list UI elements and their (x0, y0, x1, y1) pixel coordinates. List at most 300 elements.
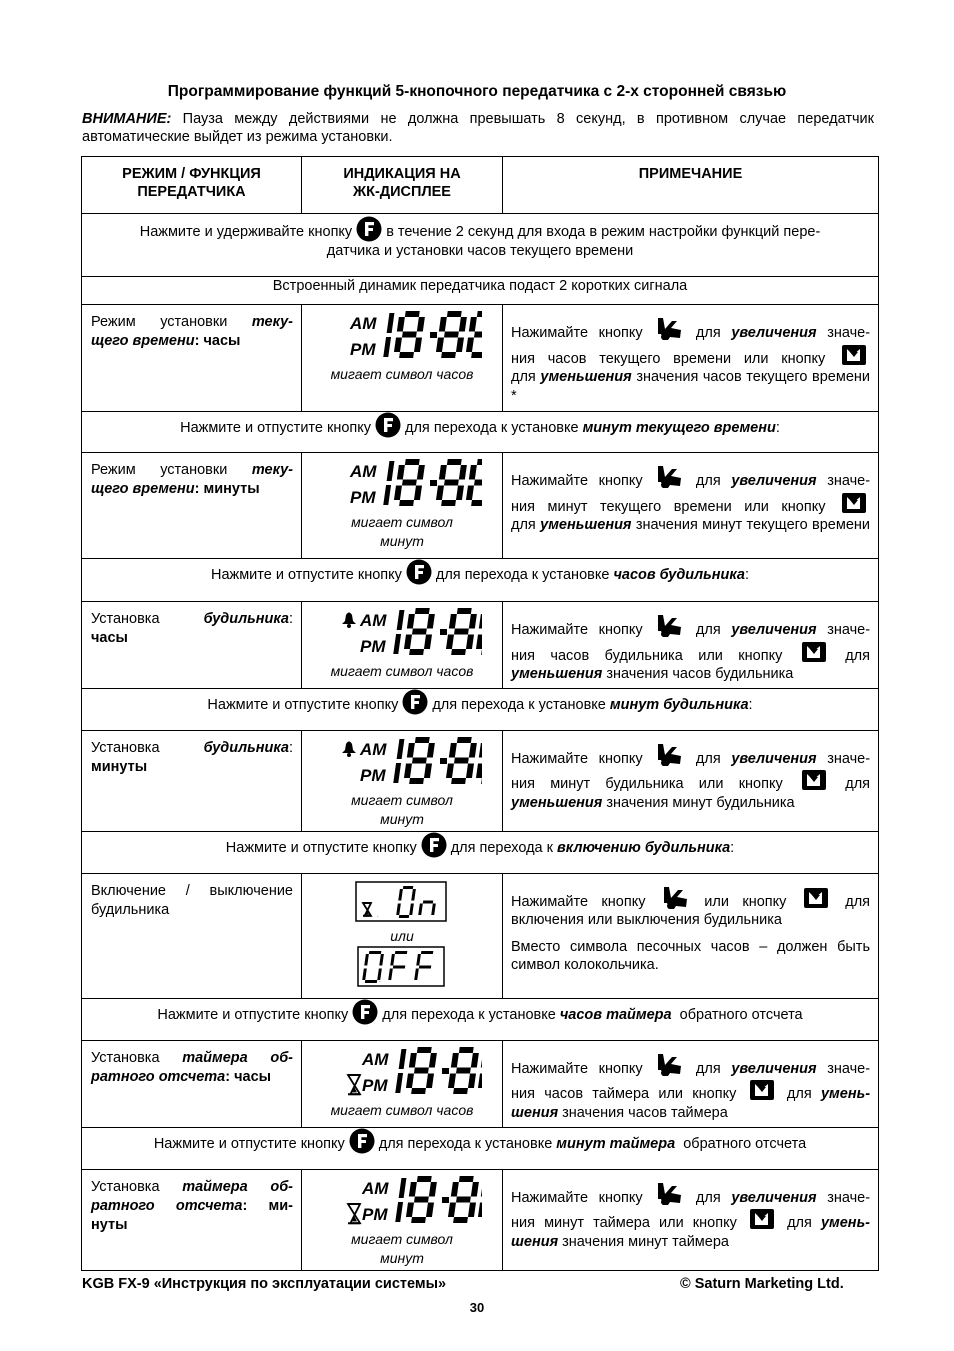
lcd-segment (414, 1067, 429, 1073)
note-cell (503, 873, 879, 998)
lcd-segment (476, 635, 482, 650)
lcd-segment (406, 1073, 414, 1088)
lcd-segment (362, 968, 367, 980)
note-text: для (845, 647, 870, 664)
footer-left: KGB FX-9 «Инструкция по эксплуатации системы» (82, 1276, 447, 1292)
transition-emph: минут текущего времени (582, 420, 776, 436)
lcd-digit (393, 459, 426, 506)
lcd-segment (479, 743, 482, 758)
mode-text: : (288, 739, 293, 756)
note-text: ния минут таймера или кнопку (511, 1215, 737, 1231)
lcd-segment (454, 629, 469, 635)
lcd-segment (426, 1073, 434, 1088)
lcd-digit (418, 900, 436, 915)
table-row (82, 873, 879, 998)
lcd-segment (390, 954, 395, 966)
hourglass-icon (348, 1204, 360, 1223)
lcd-segment (405, 459, 420, 465)
mode-text: Установка (91, 1049, 160, 1066)
lcd-segment (429, 1053, 437, 1068)
decrease-key-icon (803, 886, 829, 910)
lcd-segment (402, 332, 417, 338)
note-text: значения минут таймера (562, 1233, 729, 1250)
lcd-pm: PM (350, 488, 376, 507)
note-text: для (511, 517, 536, 533)
lcd-am: AM (360, 611, 387, 630)
lcd-digit (435, 311, 468, 358)
lcd-segment (451, 1182, 459, 1197)
table-header-row (82, 157, 879, 214)
mode-emph: щего времени (91, 481, 195, 497)
note-text: значения минут текущего времени (635, 517, 870, 533)
note-cell (503, 1040, 879, 1127)
lcd-pm: PM (360, 637, 386, 656)
lcd-segment (407, 614, 415, 629)
lcd-segment (481, 649, 482, 655)
lcd-segment (474, 332, 482, 338)
transition-text: обратного отсчета (679, 1006, 803, 1023)
lcd-segment (453, 1088, 468, 1094)
note-emph: увеличения (731, 1189, 817, 1206)
lcd-digit (465, 311, 482, 358)
functions-table (81, 156, 879, 1271)
lcd-segment (469, 743, 477, 758)
note-cell (503, 453, 879, 559)
lcd-segment (411, 1088, 426, 1094)
lcd-segment (397, 739, 405, 759)
table-row (82, 305, 879, 412)
note-text: для (695, 622, 721, 638)
note-text: для (787, 1215, 812, 1231)
display-cell (302, 305, 503, 412)
lcd-segment (411, 889, 416, 901)
lcd-segment (449, 614, 457, 629)
lcd-segment (424, 635, 432, 650)
note-text: Нажимайте кнопку (511, 750, 643, 767)
lcd-segment (393, 763, 401, 783)
lcd-digit (414, 951, 433, 980)
lcd-segment (402, 480, 417, 486)
note-text: ния часов текущего времени или кнопку (511, 350, 826, 367)
lcd-segment (421, 951, 433, 954)
lcd-segment (447, 459, 462, 465)
f-button-icon (352, 999, 378, 1025)
display-cell (302, 873, 503, 998)
lcd-segment (476, 763, 482, 778)
lcd-segment (414, 338, 422, 353)
lcd-segment (471, 1182, 479, 1197)
lcd-segment (451, 778, 466, 784)
lcd-digit (396, 886, 416, 918)
transition-text: Нажмите и отпустите кнопку (157, 1006, 349, 1023)
display-caption: мигает символ минут (351, 1230, 453, 1266)
transition-row (82, 1127, 879, 1169)
note-emph: увеличения (731, 473, 817, 489)
f-button-icon (356, 216, 382, 242)
lcd-am: AM (350, 462, 377, 481)
lcd-segment (466, 763, 474, 778)
note-emph: умень- (820, 1215, 871, 1231)
note-text: для (695, 1189, 721, 1206)
lcd-on-label: On (377, 916, 379, 918)
transition-text: : (730, 839, 735, 856)
lcd-segment (446, 763, 454, 778)
lcd-off-label: OFF (379, 981, 381, 983)
note-text: ния минут будильника или кнопку (511, 776, 783, 792)
lcd-segment (427, 743, 435, 758)
mode-text: Режим установки (91, 462, 228, 478)
warning-text: Пауза между действиями не должна превышать 8 секунд, в противном случае передатчик автоматические выйдет из режима установки. (82, 111, 874, 145)
table-row (82, 602, 879, 689)
note-text: ния минут текущего времени или кнопку (511, 498, 826, 515)
lcd-digit (465, 459, 482, 506)
lcd-segment (417, 1047, 432, 1053)
mode-text: : часы (194, 333, 241, 349)
lcd-digit (445, 608, 478, 655)
note-text: значе- (827, 473, 871, 489)
note-text: включения или выключения будильника (511, 912, 782, 928)
lcd-display (322, 309, 482, 361)
note-text: для (695, 1060, 721, 1077)
lcd-colon (430, 480, 437, 486)
mode-text: Установка (91, 1178, 160, 1195)
transition-text: Нажмите и отпустите кнопку (153, 1135, 345, 1152)
lcd-segment (397, 465, 405, 480)
lcd-segment (414, 968, 419, 980)
decrease-key-icon (749, 1078, 775, 1102)
lcd-segment (393, 965, 405, 968)
lcd-segment (399, 352, 414, 358)
lcd-segment (436, 486, 444, 501)
lcd-colon (442, 1197, 449, 1203)
lcd-segment (377, 968, 382, 980)
note-text: Нажимайте кнопку (511, 325, 643, 341)
lcd-segment (466, 486, 474, 501)
mode-text: Включение / выключение будильника (91, 882, 293, 918)
bell-icon (342, 741, 356, 757)
lcd-segment (446, 635, 454, 650)
lcd-segment (478, 1073, 482, 1088)
mode-text: Установка (91, 739, 160, 756)
note-text: значения минут будильника (606, 794, 795, 811)
lcd-segment (394, 338, 402, 353)
lcd-segment (471, 1053, 479, 1068)
mode-emph: ратного отсчета (91, 1068, 226, 1085)
mode-text: : минуты (194, 481, 260, 497)
lcd-segment (449, 743, 457, 758)
increase-key-icon (656, 743, 682, 767)
lcd-segment (447, 311, 462, 317)
transition-emph: часов будильника (613, 567, 745, 583)
mode-text: : (288, 611, 293, 627)
display-cell (302, 730, 503, 831)
mode-cell (82, 873, 302, 998)
lcd-display (322, 1174, 482, 1226)
lcd-segment (414, 1196, 429, 1202)
mode-emph: таймера об- (182, 1049, 294, 1066)
lcd-segment (457, 608, 472, 614)
lcd-segment (471, 500, 482, 506)
f-button-icon (406, 559, 432, 585)
lcd-segment (469, 614, 477, 629)
lcd-segment (409, 1053, 417, 1068)
increase-key-icon (656, 1053, 682, 1077)
transition-emph: минут таймера (556, 1135, 676, 1152)
page-title: Программирование функций 5-кнопочного передатчика с 2-х сторонней связью (167, 83, 787, 100)
transition-text: Нажмите и отпустите кнопку (210, 567, 402, 583)
hourglass-icon (363, 903, 371, 916)
mode-emph: щего времени (91, 333, 195, 349)
lcd-segment (399, 1049, 407, 1069)
lcd-am: AM (350, 314, 377, 333)
lcd-segment (403, 886, 413, 889)
mode-text: часы (91, 630, 128, 646)
note-text: Вместо символа песочных часов – должен быть символ колокольчика. (511, 938, 870, 973)
lcd-colon (430, 332, 437, 338)
lcd-segment (477, 311, 482, 317)
lcd-segment (395, 951, 407, 954)
lcd-segment (453, 1217, 468, 1223)
lcd-segment (478, 1202, 482, 1217)
lcd-segment (393, 634, 401, 654)
warning-label: ВНИМАНИЕ: (82, 111, 172, 127)
transition-text: для перехода к установке (432, 696, 606, 713)
lcd-digit (447, 1047, 480, 1094)
lcd-segment (451, 649, 466, 655)
enter-text-post: в течение 2 секунд для входа в режим настройки функций пере- (386, 224, 821, 240)
lcd-segment (457, 737, 472, 743)
note-text: для (695, 473, 721, 489)
lcd-am: AM (360, 739, 387, 759)
lcd-segment (399, 500, 414, 506)
mode-emph: ратного отсчета (91, 1197, 243, 1214)
decrease-key-icon (749, 1207, 775, 1231)
transition-text: : (775, 420, 780, 436)
note-emph: уменьшения (540, 369, 632, 385)
header-mode: РЕЖИМ / ФУНКЦИЯ ПЕРЕДАТЧИКА (82, 157, 302, 214)
note-emph: шения (511, 1104, 559, 1121)
mode-cell (82, 1040, 302, 1127)
transition-text: Нажмите и отпустите кнопку (207, 696, 399, 713)
f-button-icon (402, 689, 428, 715)
lcd-digit (403, 737, 436, 784)
lcd-segment (417, 317, 425, 332)
increase-key-icon (656, 465, 682, 489)
note-text: для (845, 893, 871, 910)
lcd-segment (454, 757, 469, 763)
lcd-display (322, 457, 482, 509)
transition-row (82, 688, 879, 730)
lcd-segment (459, 465, 467, 480)
lcd-colon (440, 758, 447, 764)
lcd-segment (423, 900, 433, 903)
note-emph: уменьшения (511, 666, 603, 682)
enter-text-line2: датчика и установки часов текущего времени (326, 243, 634, 259)
lcd-display-off (357, 946, 447, 988)
lcd-segment (404, 763, 412, 778)
transition-text: Нажмите и отпустите кнопку (180, 420, 372, 436)
f-button-icon (375, 412, 401, 438)
lcd-segment (459, 1047, 474, 1053)
lcd-segment (456, 1067, 471, 1073)
mode-cell (82, 730, 302, 831)
lcd-segment (383, 337, 391, 357)
lcd-segment (419, 965, 431, 968)
transition-text: для перехода к установке (382, 1006, 556, 1023)
lcd-segment (365, 980, 377, 983)
mode-text: : ми- (242, 1197, 293, 1214)
lcd-segment (459, 317, 467, 332)
enter-setup-row (82, 214, 879, 277)
lcd-segment (387, 461, 395, 481)
lcd-segment (474, 480, 482, 486)
transition-emph: минут будильника (609, 696, 749, 713)
mode-emph: будильника (203, 611, 289, 627)
lcd-digit (405, 1176, 438, 1223)
mode-emph: будильника (203, 739, 289, 756)
lcd-display-on (355, 881, 449, 923)
lcd-digit (435, 459, 468, 506)
decrease-key-icon (841, 343, 867, 367)
lcd-segment (414, 486, 422, 501)
lcd-segment (444, 480, 459, 486)
lcd-segment (412, 757, 427, 763)
note-text: для (786, 1086, 812, 1102)
lcd-segment (436, 338, 444, 353)
display-caption: мигает символ минут (351, 791, 453, 827)
display-caption: мигает символ минут (351, 514, 453, 549)
mode-text: минуты (91, 758, 148, 775)
lcd-segment (451, 1053, 459, 1068)
lcd-segment (412, 629, 427, 635)
lcd-segment (395, 1073, 403, 1093)
lcd-segment (399, 1178, 407, 1198)
lcd-segment (424, 763, 432, 778)
note-emph: уменьшения (511, 794, 603, 811)
lcd-segment (441, 500, 456, 506)
mode-cell (82, 1169, 302, 1270)
lcd-pm: PM (362, 1075, 388, 1095)
lcd-segment (418, 903, 423, 915)
display-caption: мигает символ часов (330, 663, 474, 679)
mode-cell (82, 602, 302, 689)
mode-text: нуты (91, 1216, 128, 1233)
lcd-segment (456, 1196, 471, 1202)
note-text: или кнопку (704, 893, 787, 910)
table-row (82, 730, 879, 831)
lcd-segment (429, 1182, 437, 1197)
lcd-segment (409, 778, 424, 784)
transition-text: для перехода к установке (435, 567, 610, 583)
display-cell (302, 602, 503, 689)
table-row (82, 453, 879, 559)
note-text: Нажимайте кнопку (511, 1060, 643, 1077)
lcd-segment (396, 903, 401, 915)
note-emph: увеличения (731, 622, 817, 638)
lcd-pm: PM (360, 765, 386, 785)
lcd-segment (471, 352, 482, 358)
note-text: Нажимайте кнопку (511, 622, 643, 638)
lcd-segment (379, 954, 384, 966)
mode-text: : часы (225, 1068, 272, 1085)
lcd-segment (397, 317, 405, 332)
lcd-segment (477, 459, 482, 465)
lcd-segment (416, 954, 421, 966)
increase-key-icon (662, 886, 688, 910)
lcd-segment (479, 614, 482, 629)
hourglass-icon (348, 1075, 360, 1094)
lcd-segment (441, 352, 456, 358)
lcd-segment (409, 1182, 417, 1197)
note-emph: увеличения (731, 325, 817, 341)
lcd-segment (388, 968, 393, 980)
transition-row (82, 998, 879, 1040)
lcd-display (322, 606, 482, 658)
display-cell (302, 1040, 503, 1127)
lcd-digit (403, 608, 436, 655)
lcd-segment (406, 1202, 414, 1217)
note-text: ния часов таймера или кнопку (511, 1086, 737, 1102)
header-note: ПРИМЕЧАНИЕ (503, 157, 879, 214)
note-text: значе- (827, 325, 871, 341)
note-text: Нажимайте кнопку (511, 473, 643, 489)
note-text: Нажимайте кнопку (511, 1189, 643, 1206)
note-text: значе- (827, 750, 871, 767)
lcd-am: AM (362, 1049, 389, 1069)
lcd-segment (468, 1073, 476, 1088)
display-cell (302, 1169, 503, 1270)
lcd-am: AM (362, 1178, 389, 1198)
increase-key-icon (656, 1182, 682, 1206)
note-cell (503, 1169, 879, 1270)
lcd-colon (442, 1068, 449, 1074)
transition-text: для перехода к (450, 839, 553, 856)
mode-text: Установка (91, 611, 160, 627)
lcd-segment (456, 486, 464, 501)
transition-row (82, 559, 879, 602)
f-button-icon (421, 832, 447, 858)
note-text: значения часов таймера (562, 1104, 728, 1121)
lcd-segment (409, 649, 424, 655)
lcd-segment (448, 1202, 456, 1217)
transition-text: для перехода к установке (378, 1135, 553, 1152)
lcd-segment (468, 1202, 476, 1217)
lcd-segment (456, 338, 464, 353)
note-emph: увеличения (731, 1060, 817, 1077)
display-caption: мигает символ часов (330, 1101, 474, 1118)
note-cell (503, 602, 879, 689)
lcd-digit (405, 1047, 438, 1094)
mode-emph: теку- (251, 462, 293, 478)
display-cell (302, 453, 503, 559)
lcd-digit (362, 951, 384, 983)
lcd-segment (404, 635, 412, 650)
note-text: ния часов будильника или кнопку (511, 647, 783, 664)
lcd-segment (417, 465, 425, 480)
note-text: значе- (827, 1189, 871, 1206)
lcd-segment (448, 1073, 456, 1088)
lcd-digit (393, 311, 426, 358)
bell-icon (342, 613, 356, 629)
transition-emph: часов таймера (559, 1006, 672, 1023)
beep-row (82, 277, 879, 305)
transition-text: Нажмите и отпустите кнопку (225, 839, 417, 856)
note-text: для (845, 776, 871, 792)
note-text: значения часов будильника (606, 666, 794, 682)
note-text: значения часов текущего времени * (511, 369, 870, 404)
lcd-segment (399, 915, 409, 918)
decrease-key-icon (801, 768, 827, 792)
